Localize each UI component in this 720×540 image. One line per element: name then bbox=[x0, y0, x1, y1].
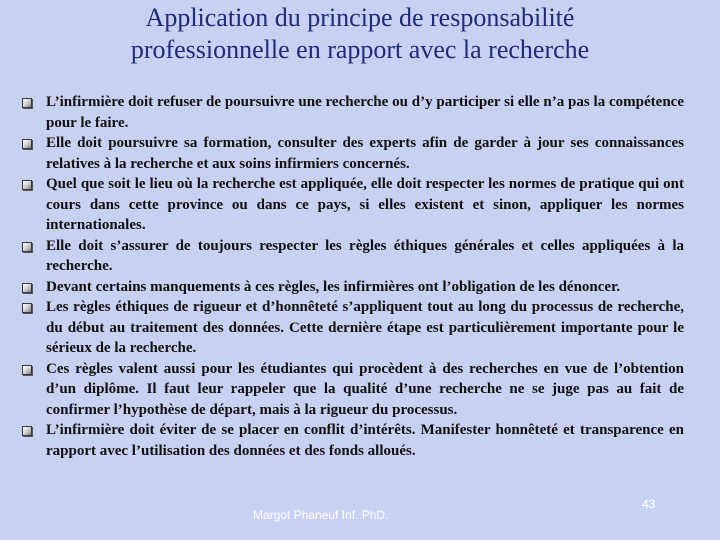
bullet-text: L’infirmière doit refuser de poursuivre une recherche ou d’y participer si elle n’a pas la compétence pour le faire. bbox=[46, 94, 684, 131]
square-bullet-icon bbox=[22, 303, 32, 313]
bullet-item bbox=[22, 133, 684, 174]
bullet-text: Elle doit s’assurer de toujours respecter les règles éthiques générales et celles appliquées à la recherche. bbox=[46, 237, 684, 274]
bullet-text: L’infirmière doit éviter de se placer en conflit d’intérêts. Manifester honnêteté et transparence en rapport avec l’utilisation des données et des fonds alloués. bbox=[46, 422, 684, 459]
bullet-item bbox=[22, 174, 684, 236]
square-bullet-icon bbox=[22, 283, 32, 293]
bullet-text: Les règles éthiques de rigueur et d’honnêteté s’appliquent tout au long du processus de recherche, du début au traitement des données. Cette dernière étape est particulièrement importante pour le sérieux de la recherche. bbox=[46, 299, 684, 356]
footer-author: Margot Phaneuf Inf. PhD. bbox=[253, 508, 389, 522]
bullet-text: Quel que soit le lieu où la recherche est appliquée, elle doit respecter les normes de pratique qui ont cours dans cette province ou dans ce pays, si elles existent et sinon, appliquer les normes internationales. bbox=[46, 176, 684, 233]
square-bullet-icon bbox=[22, 365, 32, 375]
bullet-item bbox=[22, 92, 684, 133]
square-bullet-icon bbox=[22, 242, 32, 252]
square-bullet-icon bbox=[22, 180, 32, 190]
slide-title-line-1: Application du principe de responsabilité bbox=[145, 3, 575, 32]
bullet-item bbox=[22, 236, 684, 277]
page-number: 43 bbox=[642, 497, 656, 511]
bullet-item bbox=[22, 359, 684, 421]
slide-title bbox=[20, 2, 700, 66]
bullet-item bbox=[22, 420, 684, 461]
bullet-text: Elle doit poursuivre sa formation, consulter des experts afin de garder à jour ses connaissances relatives à la recherche et aux soins infirmiers concernés. bbox=[46, 135, 684, 172]
bullet-list bbox=[22, 92, 684, 461]
bullet-item bbox=[22, 277, 684, 298]
bullet-text: Ces règles valent aussi pour les étudiantes qui procèdent à des recherches en vue de l’obtention d’un diplôme. Il faut leur rappeler que la qualité d’une recherche ne se juge pas au fait de confirmer l’hypothèse de départ, mais à la rigueur du processus. bbox=[46, 360, 684, 418]
square-bullet-icon bbox=[22, 98, 32, 108]
square-bullet-icon bbox=[22, 139, 32, 149]
bullet-item bbox=[22, 297, 684, 359]
bullet-text: Devant certains manquements à ces règles, les infirmières ont l’obligation de les dénoncer. bbox=[46, 278, 621, 295]
square-bullet-icon bbox=[22, 426, 32, 436]
slide-title-line-2: professionnelle en rapport avec la recherche bbox=[130, 35, 590, 64]
